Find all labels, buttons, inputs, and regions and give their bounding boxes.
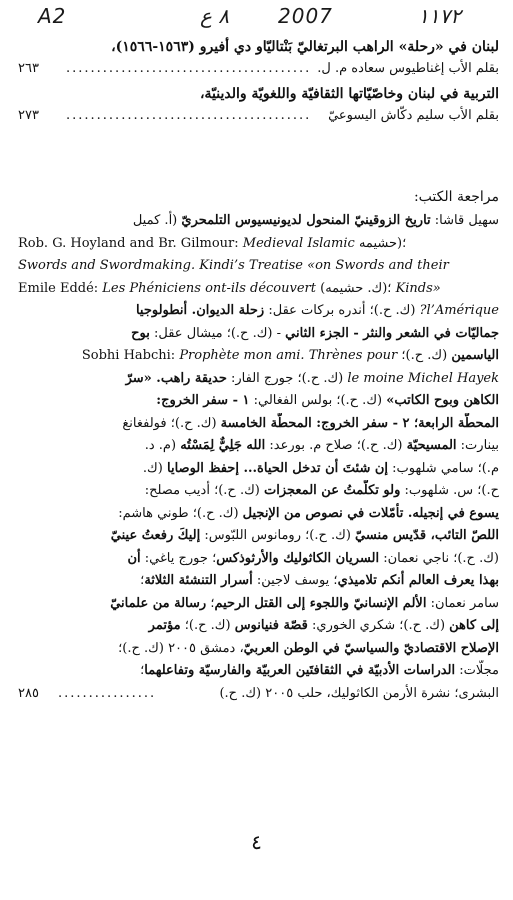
book-review-line — [18, 615, 499, 638]
toc-page-number: ٢٦٣ — [18, 61, 39, 76]
toc-leader-dots: ........................................ — [66, 61, 312, 76]
text-segment: نشرة الأرمن الكاثوليك — [330, 685, 451, 701]
text-segment: ولو تكلّمتُ عن المعجزات — [264, 483, 401, 498]
text-segment: إن شئتَ أن تدخل الحياة... إحفظ الوصايا — [166, 460, 389, 476]
text-segment: المحطّة الرابعة؛ ٢ - سفر الخروج: المحطّة الخامسة — [220, 415, 499, 431]
book-review-line — [18, 593, 499, 616]
text-segment: إليكَ رفعتُ عينيّ — [110, 528, 201, 543]
text-segment: Sobhi Habchi: — [81, 348, 180, 363]
text-segment: (ك. ح.)؛ طوني هاشم: — [118, 505, 243, 521]
text-segment: (ك. — [142, 460, 167, 476]
text-segment: رسالة من علمانيّ — [110, 595, 207, 611]
toc-entry — [18, 36, 499, 79]
text-segment: (ك. ح.)؛ فولفغانغ — [122, 415, 221, 431]
text-segment: Kinds» — [395, 280, 441, 296]
text-segment: حديقة راهب. «سرّ — [125, 370, 227, 386]
text-segment: السريان الكاثوليك والأرثوذكس — [216, 550, 380, 566]
book-review-line — [18, 458, 499, 481]
text-segment: Medieval Islamic — [242, 235, 355, 251]
text-segment: بهذا يعرف العالم أنكم تلاميذي — [337, 573, 499, 588]
text-segment: (أ. كميل — [132, 213, 182, 228]
book-review-line — [18, 503, 499, 526]
text-segment: Swords and Swordmaking. Kindi’s Treatise «on Swords and their — [18, 258, 449, 273]
toc-entry-author: بقلم الأب إغناطيوس سعاده م. ل. — [317, 61, 499, 76]
text-segment: المسيحيّة — [406, 438, 457, 453]
toc-entry-row — [18, 58, 499, 79]
text-segment: الله جَلِيٌّ لِمَسْتُه — [180, 438, 266, 453]
text-segment: بوح — [131, 325, 150, 341]
text-segment: الإصلاح الاقتصاديّ والسياسيّ في الوطن العربيّ — [243, 640, 499, 656]
book-reviews-page-number: ٢٨٥ — [18, 685, 39, 701]
book-review-line — [18, 525, 499, 548]
text-segment: قصّة فنيانوس — [234, 618, 308, 633]
table-of-contents — [18, 36, 499, 128]
text-segment: زحلة الديوان. أنطولوجيا — [135, 303, 265, 318]
book-review-line — [18, 368, 499, 391]
text-segment: (ك. ح.)؛ جورج الفار: — [226, 370, 348, 386]
text-segment: ؛ — [206, 595, 215, 611]
page-number: ٤ — [251, 830, 262, 854]
toc-page-number: ٢٧٣ — [18, 108, 39, 123]
toc-entry — [18, 83, 499, 126]
text-segment: le moine Michel Hayek — [347, 370, 499, 386]
text-segment: سهيل قاشا: — [430, 213, 499, 228]
text-segment: - (ك. ح.)؛ ميشال عقل: — [149, 325, 286, 341]
book-review-line — [18, 660, 499, 683]
book-reviews-last-row — [18, 683, 499, 706]
toc-entry-author: بقلم الأب سليم دكّاش اليسوعيّ — [328, 108, 499, 123]
text-segment: (ك. ح.)؛ بولس الفغالي: — [249, 393, 387, 408]
book-reviews-section — [18, 186, 499, 705]
book-reviews-heading: مراجعة الكتب: — [413, 189, 499, 205]
text-segment: (ك. ح.)؛ أندره بركات عقل: — [264, 303, 420, 318]
book-reviews-leader-dots: ................ — [58, 685, 157, 701]
text-segment: ؛ — [140, 663, 145, 678]
text-segment: الدراسات الأدبيّة في الثقافتَين العربيّة والفارسيّة وتفاعلهما — [144, 663, 456, 678]
text-segment: سامر نعمان: — [426, 595, 499, 611]
book-review-line — [18, 435, 499, 458]
text-segment: إلى كاهن — [449, 618, 499, 633]
toc-entry-row — [18, 105, 499, 126]
text-segment: Prophète mon ami. Thrènes pour — [179, 348, 398, 363]
toc-entry-title: التربية في لبنان وخاصّيّاتها الثقافيّة واللغويّة والدينيّة، — [200, 86, 499, 102]
handwritten-note-center-a: ٨ ع — [200, 4, 230, 28]
book-review-line — [18, 390, 499, 413]
text-segment: ، حلب ٢٠٠٥ (ك. ح.) — [219, 685, 331, 701]
text-segment: Emile Eddé: — [18, 280, 103, 296]
text-segment: (ك. ح.)؛ ناجي نعمان: — [379, 550, 499, 566]
handwritten-note-right: ١١٧٢ — [418, 4, 461, 28]
book-review-line — [18, 480, 499, 503]
text-segment: (م. د. — [144, 438, 181, 453]
book-review-line — [18, 638, 499, 661]
text-segment: ، دمشق ٢٠٠٥ (ك. ح.)؛ — [118, 640, 244, 656]
text-segment: Rob. G. Hoyland and Br. Gilmour: — [18, 235, 243, 251]
text-segment: ؛(ك. حشيمه) — [315, 280, 396, 296]
text-segment: أن — [127, 550, 141, 566]
book-review-line — [18, 233, 499, 256]
text-segment: مؤتمر — [148, 618, 181, 633]
toc-entry-title: لبنان في «رحلة» الراهب البرتغاليّ بَنْتاليّاو دي أفيرو (١٥٦٣-١٥٦٦)، — [111, 39, 499, 55]
text-segment: الألم الإنسانيّ واللجوء إلى القتل الرحيم — [214, 595, 427, 611]
text-segment: ح.)؛ س. شلهوب: — [400, 483, 499, 498]
text-segment: (ك. ح.)؛ — [397, 348, 452, 363]
text-segment: الياسمين — [451, 348, 499, 363]
book-review-line — [18, 570, 499, 593]
book-reviews-list — [18, 210, 499, 683]
text-segment: يسوع في إنجيله. تأمّلات في نصوص من الإنجيل — [242, 505, 499, 521]
handwritten-note-center-b: 2007 — [278, 4, 333, 28]
text-segment: بينارت: — [456, 438, 499, 453]
book-review-line — [18, 323, 499, 346]
text-segment: ؛(حشيمه — [354, 235, 407, 251]
text-segment: (ك. ح.)؛ — [180, 618, 235, 633]
book-review-line — [18, 300, 499, 323]
book-review-line — [18, 413, 499, 436]
toc-leader-dots: ........................................ — [66, 108, 312, 123]
text-segment: ؛ — [140, 573, 145, 588]
text-segment: (ك. ح.)؛ صلاح م. بورعد: — [265, 438, 407, 453]
text-segment: البشرى — [458, 685, 499, 701]
text-segment: جماليّات في الشعر والنثر - الجزء الثاني — [285, 325, 499, 341]
text-segment: أسرار التنشئة الثلاثة — [144, 573, 253, 588]
handwritten-note-left: A2 — [38, 4, 67, 28]
text-segment: l’Amérique? — [419, 303, 499, 318]
book-review-line — [18, 345, 499, 368]
text-segment: Les Phéniciens ont-ils découvert — [102, 280, 316, 296]
text-segment: ؛ جورج ياغي: — [140, 550, 217, 566]
text-segment: ؛ — [450, 685, 459, 701]
text-segment: تاريخ الزوقينيّ المنحول لديونيسيوس التلمحريّ — [181, 213, 431, 228]
book-review-line — [18, 255, 499, 278]
text-segment: (ك. ح.)؛ أديب مصلح: — [144, 483, 264, 498]
text-segment: ١ - سفر الخروج: — [156, 393, 250, 408]
text-segment: الكاهن وبوح الكاتب» — [386, 393, 499, 408]
book-review-line — [18, 210, 499, 233]
text-segment: ؛ يوسف لاجين: — [252, 573, 338, 588]
text-segment: (ك. ح.)؛ شكري الخوري: — [307, 618, 450, 633]
book-review-line — [18, 548, 499, 571]
text-segment: م.)؛ سامي شلهوب: — [388, 460, 499, 476]
text-segment: اللصّ التائب، قدّيس منسيّ — [355, 528, 499, 543]
text-segment: (ك. ح.)؛ رومانوس اللبّوس: — [200, 528, 356, 543]
text-segment: مجلّات: — [455, 663, 499, 678]
book-reviews-last-line — [156, 683, 499, 706]
book-review-line — [18, 278, 499, 301]
